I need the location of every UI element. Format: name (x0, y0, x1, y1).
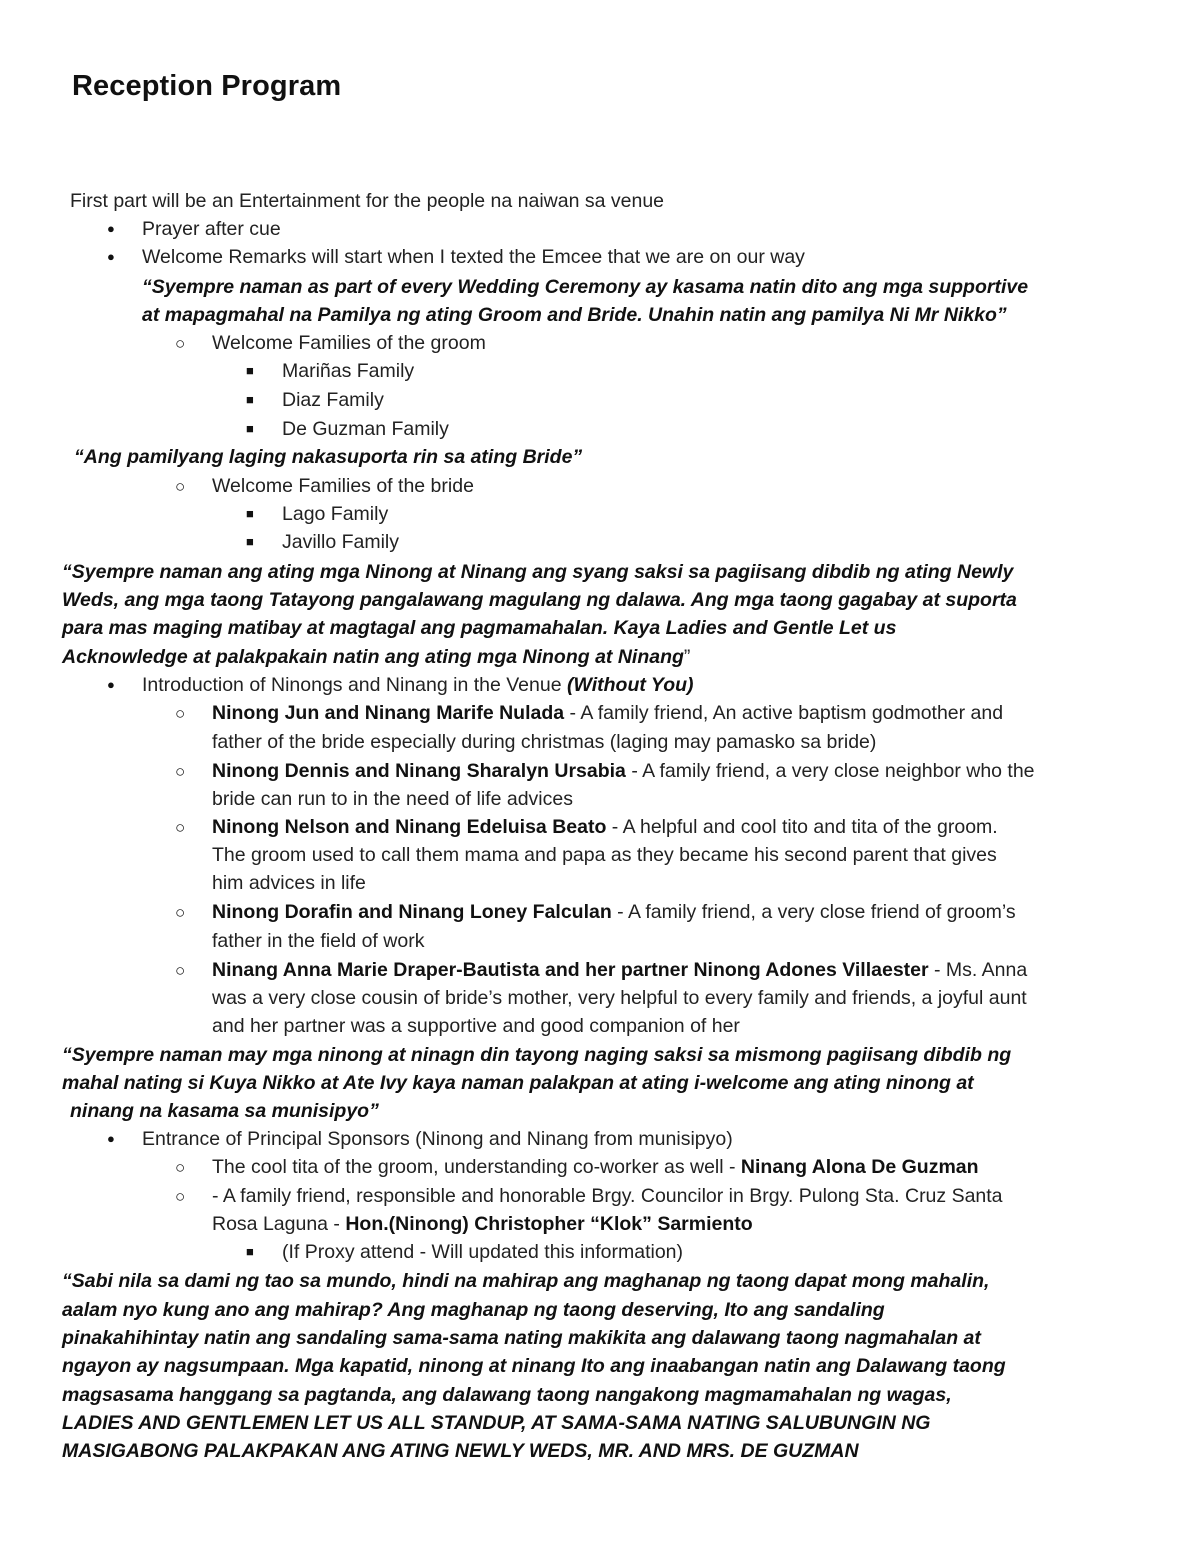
quote-ninong-line-1: “Syempre naman ang ating mga Ninong at Ninang ang syang saksi sa pagiisang dibdib ng ating Newly (62, 561, 1014, 583)
ninongs-intro-emphasis: (Without You) (566, 674, 694, 696)
sponsor-desc: - A family friend, a very close neighbor who the (625, 760, 1035, 782)
quote-bride: “Ang pamilyang laging nakasuporta rin sa ating Bride” (74, 446, 583, 468)
quote-final-line-6: LADIES AND GENTLEMEN LET US ALL STANDUP, AT SAMA-SAMA NATING SALUBUNGIN NG (62, 1412, 931, 1434)
bullet-square-icon (246, 500, 254, 530)
prayer-item: Prayer after cue (142, 218, 281, 240)
sponsor-desc: - A helpful and cool tito and tita of the groom. (606, 816, 998, 838)
sponsor-item-line-1 (212, 898, 1016, 926)
bullet-square-icon (246, 1238, 254, 1268)
page-title: Reception Program (72, 70, 342, 102)
bullet-circle-icon (175, 813, 185, 842)
sponsor-item-line-1 (212, 699, 1003, 727)
bullet-circle-icon (175, 1153, 185, 1182)
bullet-circle-icon (175, 898, 185, 927)
sponsor-item-line-1 (212, 813, 998, 841)
principal-item-2-line-2 (212, 1210, 753, 1238)
sponsor-item-line-1 (212, 757, 1035, 785)
sponsor-item-line-3: and her partner was a supportive and good companion of her (212, 1015, 740, 1037)
sponsor-name: Ninong Nelson and Ninang Edeluisa Beato (212, 816, 607, 838)
sponsor-item-line-3: him advices in life (212, 872, 366, 894)
list-item: Mariñas Family (282, 360, 415, 382)
quote-final-line-2: aalam nyo kung ano ang mahirap? Ang maghanap ng taong deserving, Ito ang sandaling (62, 1299, 885, 1321)
list-item: De Guzman Family (282, 418, 449, 440)
quote-final-line-5: magsasama hanggang sa pagtanda, ang dalawang taong nangakong magmamahalan ng wagas, (62, 1384, 952, 1406)
bullet-circle-icon (175, 699, 185, 728)
sponsor-item-line-1 (212, 956, 1027, 984)
sponsor-desc: - A family friend, a very close friend of groom’s (611, 901, 1016, 923)
bullet-circle-icon (175, 1182, 185, 1211)
principal-item-1-text: The cool tita of the groom, understanding co-worker as well - (212, 1156, 741, 1178)
quote-ninong-line-4-close: ” (683, 646, 691, 668)
bullet-disc-icon (107, 671, 115, 701)
quote-final-line-7: MASIGABONG PALAKPAKAN ANG ATING NEWLY WEDS, MR. AND MRS. DE GUZMAN (62, 1440, 859, 1462)
ninongs-intro-text: Introduction of Ninongs and Ninang in the Venue (142, 674, 567, 696)
sponsor-desc: - Ms. Anna (928, 959, 1028, 981)
principal-item-2-text: Rosa Laguna - (212, 1213, 346, 1235)
quote-groom-line-1: “Syempre naman as part of every Wedding Ceremony ay kasama natin dito ang mga supportive (142, 276, 1029, 298)
quote-ninong-line-3: para mas maging matibay at magtagal ang pagmamahalan. Kaya Ladies and Gentle Let us (62, 617, 897, 639)
sponsor-desc: - A family friend, An active baptism godmother and (564, 702, 1004, 724)
quote-final-line-4: ngayon ay nagsumpaan. Mga kapatid, ninong at ninang Ito ang inaabangan natin ang Dalawang taong (62, 1355, 1006, 1377)
principal-sponsors-heading: Entrance of Principal Sponsors (Ninong and Ninang from munisipyo) (142, 1128, 733, 1150)
sponsor-item-line-2: father in the field of work (212, 930, 425, 952)
bullet-circle-icon (175, 956, 185, 985)
sponsor-name: Ninong Dorafin and Ninang Loney Falculan (212, 901, 612, 923)
principal-item-2-name: Hon.(Ninong) Christopher “Klok” Sarmiento (345, 1213, 753, 1235)
groom-families-heading: Welcome Families of the groom (212, 332, 486, 354)
quote-ninong-line-4-text: Acknowledge at palakpakain natin ang ating mga Ninong at Ninang (62, 646, 684, 668)
bullet-disc-icon (107, 243, 115, 273)
bullet-disc-icon (107, 1125, 115, 1155)
sponsor-item-line-2: father of the bride especially during christmas (laging may pamasko sa bride) (212, 731, 877, 753)
ninongs-intro-item (142, 671, 694, 699)
sponsor-name: Ninang Anna Marie Draper-Bautista and her partner Ninong Adones Villaester (212, 959, 929, 981)
sponsor-name: Ninong Jun and Ninang Marife Nulada (212, 702, 565, 724)
principal-item-2-line-1: - A family friend, responsible and honorable Brgy. Councilor in Brgy. Pulong Sta. Cruz Santa (212, 1185, 1003, 1207)
principal-item-1-name: Ninang Alona De Guzman (740, 1156, 979, 1178)
bride-families-heading: Welcome Families of the bride (212, 475, 474, 497)
bullet-square-icon (246, 357, 254, 387)
quote-munisipyo-line-3: ninang na kasama sa munisipyo” (70, 1100, 379, 1122)
sponsor-name: Ninong Dennis and Ninang Sharalyn Ursabia (212, 760, 626, 782)
list-item: Javillo Family (282, 531, 400, 553)
quote-final-line-1: “Sabi nila sa dami ng tao sa mundo, hindi na mahirap ang maghanap ng taong dapat mong mahalin, (62, 1270, 990, 1292)
list-item: Lago Family (282, 503, 389, 525)
quote-ninong-line-4 (62, 643, 690, 671)
sponsor-item-line-2: was a very close cousin of bride’s mother, very helpful to every family and friends, a joyful aunt (212, 987, 1027, 1009)
bullet-circle-icon (175, 472, 185, 501)
quote-groom-line-2: at mapagmahal na Pamilya ng ating Groom and Bride. Unahin natin ang pamilya Ni Mr Nikko” (142, 304, 1007, 326)
quote-final-line-3: pinakahihintay natin ang sandaling sama-sama nating makikita ang dalawang taong nagmahalan at (62, 1327, 981, 1349)
bullet-square-icon (246, 386, 254, 416)
proxy-note: (If Proxy attend - Will updated this information) (282, 1241, 683, 1263)
sponsor-item-line-2: bride can run to in the need of life advices (212, 788, 573, 810)
quote-munisipyo-line-1: “Syempre naman may mga ninong at ninagn din tayong naging saksi sa mismong pagiisang dibdib ng (62, 1044, 1012, 1066)
bullet-circle-icon (175, 757, 185, 786)
bullet-disc-icon (107, 215, 115, 245)
sponsor-item-line-2: The groom used to call them mama and papa as they became his second parent that gives (212, 844, 997, 866)
quote-munisipyo-line-2: mahal nating si Kuya Nikko at Ate Ivy kaya naman palakpan at ating i-welcome ang ating ninong at (62, 1072, 974, 1094)
welcome-remarks-item: Welcome Remarks will start when I texted the Emcee that we are on our way (142, 246, 805, 268)
bullet-circle-icon (175, 329, 185, 358)
bullet-square-icon (246, 415, 254, 445)
principal-item-1 (212, 1153, 979, 1181)
bullet-square-icon (246, 528, 254, 558)
quote-ninong-line-2: Weds, ang mga taong Tatayong pangalawang magulang ng dalawa. Ang mga taong gagabay at suporta (62, 589, 1017, 611)
list-item: Diaz Family (282, 389, 384, 411)
intro-text: First part will be an Entertainment for the people na naiwan sa venue (70, 190, 665, 212)
